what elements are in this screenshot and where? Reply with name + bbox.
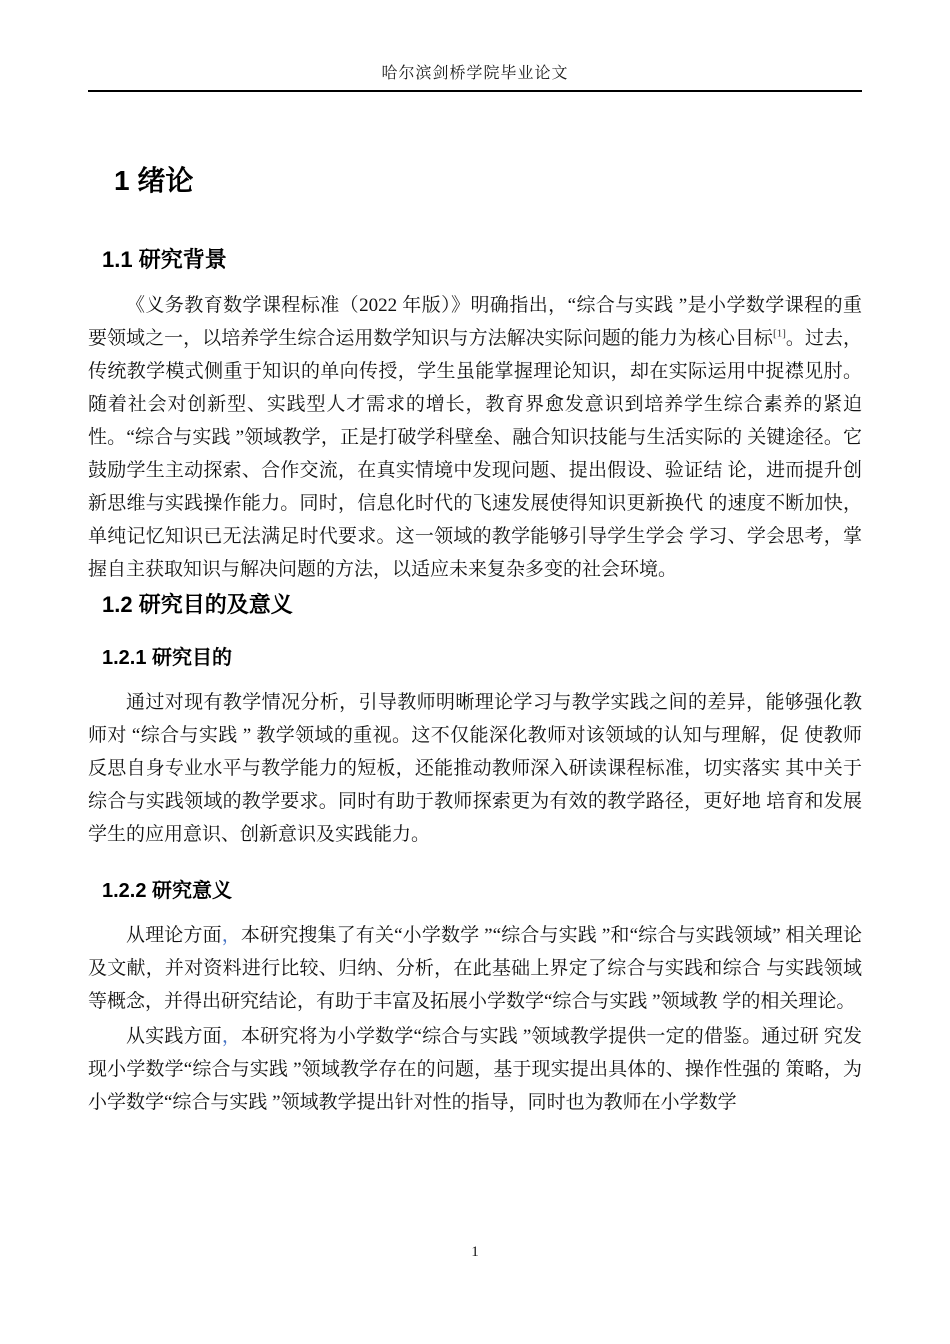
practice-lead-text: 从实践方面	[126, 1026, 222, 1047]
paragraph-background	[88, 289, 862, 586]
section-heading-1-1: 1.1 研究背景	[102, 247, 227, 272]
page-number: 1	[471, 1244, 479, 1260]
section-heading-1-2: 1.2 研究目的及意义	[102, 592, 293, 617]
header-rule	[88, 90, 862, 92]
subsection-heading-1-2-1: 1.2.1 研究目的	[102, 647, 233, 669]
chapter-heading: 1 绪论	[114, 165, 194, 196]
running-header: 哈尔滨剑桥学院毕业论文	[381, 65, 569, 82]
subsection-heading-1-2-2: 1.2.2 研究意义	[102, 880, 233, 902]
paragraph-theory-significance	[88, 919, 862, 1018]
paragraph-research-purpose: 通过对现有教学情况分析，引导教师明晰理论学习与教学实践之间的差异，能够强化教师对 “综合与实践 ” 教学领域的重视。这不仅能深化教师对该领域的认知与理解，促 使教师反思自身专业水平与教学能力的短板，还能推动教师深入研读课程标准，切实落实 其中关于综合与实践领域的教学要求。同时有助于教师探索更为有效的教学路径，更好地 培育和发展学生的应用意识、创新意识及实践能力。	[88, 692, 862, 845]
page-content	[0, 60, 950, 1119]
practice-rest-text: 本研究将为小学数学“综合与实践 ”领域教学提供一定的借鉴。通过研 究发现小学数学“综合与实践 ”领域教学存在的问题，基于现实提出具体的、操作性强的 策略，为小学数学“综合与实践 ”领域教学提出针对性的指导，同时也为教师在小学数学	[88, 1026, 862, 1113]
background-text-before-ref: 《义务教育数学课程标准（2022 年版）》明确指出，“综合与实践 ”是小学数学课程的重要领域之一，以培养学生综合运用数学知识与方法解决实际问题的能力为核心目标	[88, 295, 862, 349]
paragraph-practice-significance	[88, 1020, 862, 1119]
theory-accent-comma: ，	[221, 925, 241, 946]
theory-rest-text: 本研究搜集了有关“小学数学 ”“综合与实践 ”和“综合与实践领域” 相关理论及文献，并对资料进行比较、归纳、分析，在此基础上界定了综合与实践和综合 与实践领域等概念，并得出研究结论，有助于丰富及拓展小学数学“综合与实践 ”领域教 学的相关理论。	[88, 925, 862, 1012]
practice-accent-comma: ，	[221, 1026, 241, 1047]
theory-lead-text: 从理论方面	[126, 925, 222, 946]
citation-ref-1: [1]	[773, 327, 786, 340]
background-text-after-ref: 。过去，传统教学模式侧重于知识的单向传授，学生虽能掌握理论知识，却在实际运用中捉襟见肘。随着社会对创新型、实践型人才需求的增长，教育界愈发意识到培养学生综合素养的紧迫性。“综合与实践 ”领域教学，正是打破学科壁垒、融合知识技能与生活实际的 关键途径。它鼓励学生主动探索、合作交流，在真实情境中发现问题、提出假设、验证结 论，进而提升创新思维与实践操作能力。同时，信息化时代的飞速发展使得知识更新换代 的速度不断加快，单纯记忆知识已无法满足时代要求。这一领域的教学能够引导学生学会 学习、学会思考，掌握自主获取知识与解决问题的方法，以适应未来复杂多变的社会环境。	[88, 328, 862, 580]
